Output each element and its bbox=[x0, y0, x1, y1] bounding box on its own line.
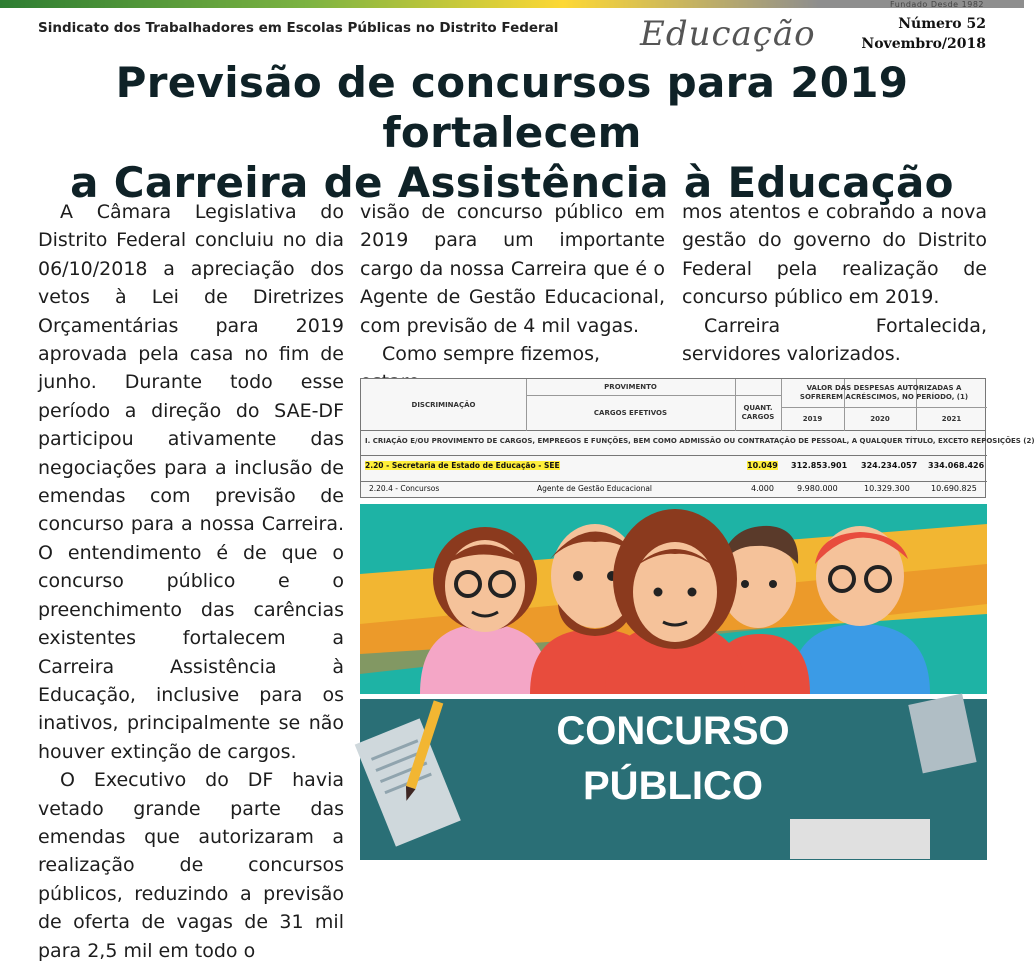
col-quant: QUANT. CARGOS bbox=[741, 404, 775, 421]
concurso-poster bbox=[360, 699, 987, 860]
issue-date: Novembro/2018 bbox=[861, 36, 986, 52]
article-column-2 bbox=[360, 198, 665, 397]
headline-line2: a Carreira de Assistência à Educação bbox=[70, 158, 954, 207]
row-value-2021: 334.068.426 bbox=[928, 461, 985, 470]
col-2021: 2021 bbox=[941, 414, 962, 423]
poster-svg bbox=[360, 699, 987, 860]
row-qty: 4.000 bbox=[751, 484, 774, 493]
col-2020: 2020 bbox=[870, 414, 890, 423]
headline-line1: Previsão de concursos para 2019 fortalecem bbox=[115, 58, 909, 157]
col-discriminacao: DISCRIMINAÇÃO bbox=[411, 400, 476, 409]
issue-info bbox=[861, 14, 986, 54]
people-illustration-svg bbox=[360, 504, 987, 694]
row-name: 2.20.4 - Concursos bbox=[369, 484, 440, 493]
people-illustration bbox=[360, 504, 987, 694]
row-value-2021: 10.690.825 bbox=[931, 484, 977, 493]
row-value-2020: 324.234.057 bbox=[861, 461, 918, 470]
person-3 bbox=[605, 509, 745, 694]
row-qty: 10.049 bbox=[747, 461, 778, 470]
masthead-stripe bbox=[0, 0, 1024, 8]
row-value-2019: 9.980.000 bbox=[797, 484, 838, 493]
table-row bbox=[361, 483, 985, 497]
page-title bbox=[30, 58, 994, 208]
article-paragraph: Como sempre fizemos, bbox=[382, 343, 601, 366]
row-value-2020: 10.329.300 bbox=[864, 484, 910, 493]
article-column-1 bbox=[38, 198, 344, 965]
row-name: 2.20 - Secretaria de Estado de Educação - SEE bbox=[365, 461, 560, 470]
article-paragraph: Carreira Fortalecida, servidores valorizados. bbox=[682, 314, 987, 366]
article-column-3 bbox=[682, 198, 987, 368]
poster-line1: CONCURSO bbox=[556, 709, 790, 753]
criteria-row: I. CRIAÇÃO E/OU PROVIMENTO DE CARGOS, EMPREGOS E FUNÇÕES, BEM COMO ADMISSÃO OU CONTRATAÇÃO DE PESSOAL, A QUALQUER TÍTULO, EXCETO REPOSIÇÕES (2) bbox=[365, 437, 1035, 445]
poster-line2: PÚBLICO bbox=[583, 764, 763, 808]
union-name: Sindicato dos Trabalhadores em Escolas Públicas no Distrito Federal bbox=[38, 20, 559, 36]
budget-table bbox=[360, 378, 1035, 498]
row-cargo: Agente de Gestão Educacional bbox=[537, 484, 653, 493]
col-cargos: CARGOS EFETIVOS bbox=[593, 408, 668, 417]
article-paragraph: O Executivo do DF havia vetado grande parte das emendas que autorizaram a realização de concursos públicos, reduzindo a previsão de oferta de vagas de 31 mil para 2,5 mil em todo o bbox=[38, 769, 344, 962]
col-provimento: PROVIMENTO bbox=[604, 382, 657, 391]
article-paragraph: visão de concurso público em 2019 para um importante cargo da nossa Carreira que é o Agente de Gestão Educacional, com previsão de 4 mil vagas. bbox=[360, 201, 665, 337]
col-valor: VALOR DAS DESPESAS AUTORIZADAS A SOFREREM ACRÉSCIMOS, NO PERÍODO, (1) bbox=[799, 384, 969, 401]
col-2019: 2019 bbox=[802, 414, 823, 423]
founded-label: Fundado Desde 1982 bbox=[890, 0, 984, 9]
paper-sheet bbox=[790, 819, 930, 859]
issue-number: Número 52 bbox=[898, 16, 986, 32]
publication-logo: Educação bbox=[640, 14, 816, 54]
article-paragraph: A Câmara Legislativa do Distrito Federal concluiu no dia 06/10/2018 a apreciação dos vetos à Lei de Diretrizes Orçamentárias para 2019 aprovada pela casa no fim de junho. Durante todo esse período a direção do SAE-DF participou ativamente das negociações para a inclusão de emendas com previsão de concurso para a nossa Carreira. O entendimento é de que o concurso público e o preenchimento das carências existentes fortalecem a Carreira Assistência à Educação, inclusive para os inativos, principalmente se não houver extinção de cargos. bbox=[38, 201, 344, 763]
table-row bbox=[361, 459, 985, 477]
row-value-2019: 312.853.901 bbox=[791, 461, 848, 470]
article-paragraph: mos atentos e cobrando a nova gestão do governo do Distrito Federal pela realização de concurso público em 2019. bbox=[682, 201, 987, 309]
